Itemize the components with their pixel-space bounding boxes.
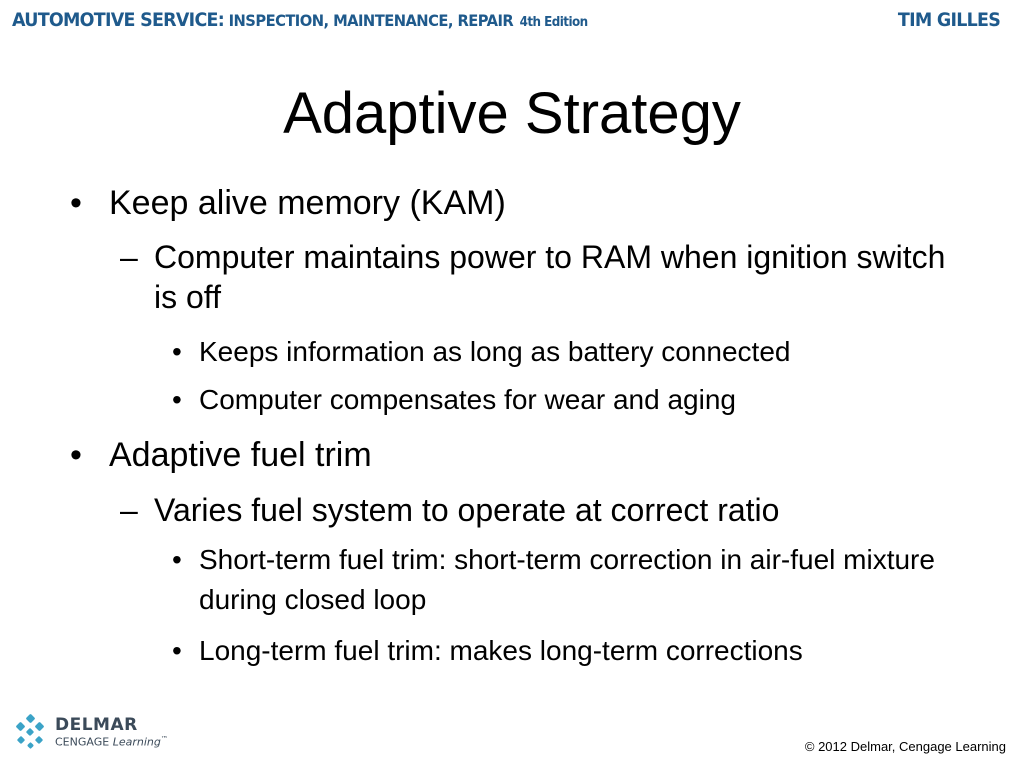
logo-delmar-text: DELMAR [55, 715, 138, 735]
logo-trademark: ™ [160, 735, 168, 743]
slide-title: Adaptive Strategy [283, 81, 741, 146]
logo-cengage-text [55, 735, 168, 749]
book-series: AUTOMOTIVE SERVICE: [12, 9, 225, 31]
copyright-notice: © 2012 Delmar, Cengage Learning [804, 739, 1006, 754]
bullet-text: Keep alive memory (KAM) [109, 184, 506, 222]
delmar-dots-logo-icon [14, 714, 48, 750]
book-author: TIM GILLES [897, 9, 1000, 31]
logo-learning-word: Learning [112, 735, 161, 749]
book-subtitle: INSPECTION, MAINTENANCE, REPAIR [228, 11, 514, 30]
bullet-marker: • [70, 436, 82, 474]
dash-marker: – [120, 239, 138, 275]
bullet-marker: • [172, 544, 182, 575]
sub-sub-bullet-text: Computer compensates for wear and aging [199, 384, 736, 415]
logo-cengage-word: CENGAGE [55, 735, 110, 749]
book-edition: 4th Edition [519, 15, 588, 30]
bullet-marker: • [172, 635, 182, 666]
bullet-marker: • [172, 384, 182, 415]
dash-marker: – [120, 492, 138, 528]
bullet-marker: • [172, 336, 182, 367]
sub-sub-bullet-text: Keeps information as long as battery connected [199, 336, 791, 367]
delmar-cengage-logo [14, 712, 194, 752]
bullet-text: Adaptive fuel trim [109, 436, 372, 474]
sub-sub-bullet-text: Short-term fuel trim: short-term correction in air-fuel mixture during closed loop [199, 544, 935, 615]
sub-sub-bullet-text: Long-term fuel trim: makes long-term corrections [199, 635, 803, 666]
bullet-marker: • [70, 184, 82, 222]
sub-bullet-text: Varies fuel system to operate at correct ratio [154, 492, 780, 528]
sub-bullet-text: Computer maintains power to RAM when ignition switch is off [154, 239, 946, 315]
